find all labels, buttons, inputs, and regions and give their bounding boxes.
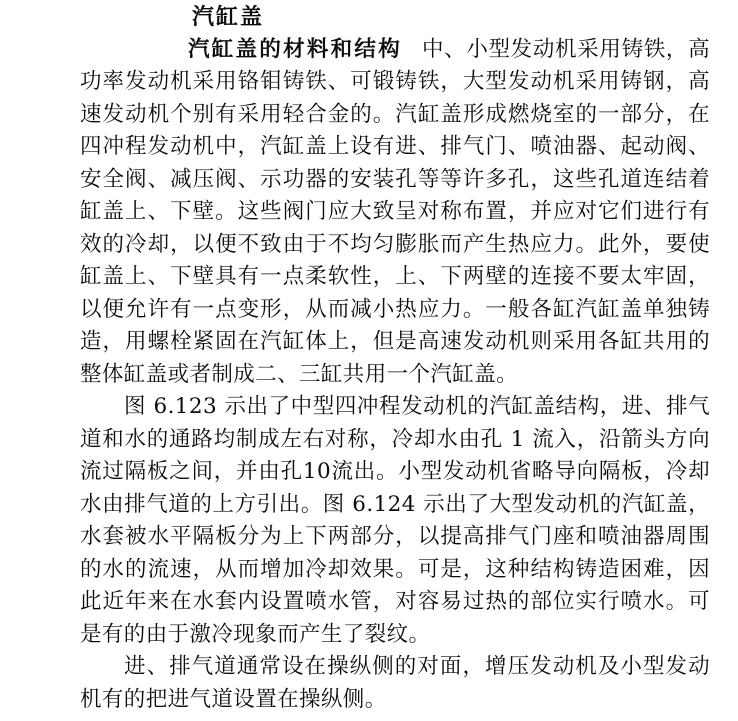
run-in-heading: 汽缸盖的材料和结构: [188, 36, 402, 62]
paragraph-figure-description: 图 6.123 示出了中型四冲程发动机的汽缸盖结构，进、排气道和水的通路均制成左右对称，冷却水由孔 1 流入，沿箭头方向流过隔板之间，并由孔10流出。小型发动机省略导向隔板，冷却水由排气道的上方引出。图 6.124 示出了大型发动机的汽缸盖，水套被水平隔板分为上下两部分，以提高排气门座和喷油器周围的水的流速，从而增加冷却效果。可是，这种结构铸造困难，因此近年来在水套内设置喷水管，对容易过热的部位实行喷水。可是有的由于激冷现象而产生了裂纹。: [80, 394, 710, 647]
text-block: [80, 1, 710, 716]
paragraph-intake-exhaust: 进、排气道通常设在操纵侧的对面，增压发动机及小型发动机有的把进气道设置在操纵侧。: [80, 654, 710, 712]
paragraph-text: 中、小型发动机采用铸铁，高功率发动机采用铬钼铸铁、可锻铸铁，大型发动机采用铸钢，高速发动机个别有采用轻合金的。汽缸盖形成燃烧室的一部分，在四冲程发动机中，汽缸盖上设有进、排气门、喷油器、起动阀、安全阀、减压阀、示功器的安装孔等等许多孔，这些孔道连结着缸盖上、下壁。这些阀门应大致呈对称布置，并应对它们进行有效的冷却，以便不致由于不均匀膨胀而产生热应力。此外，要使缸盖上、下壁具有一点柔软性，上、下两壁的连接不要太牢固，以便允许有一点变形，从而减小热应力。一般各缸汽缸盖单独铸造，用螺栓紧固在汽缸体上，但是高速发动机则采用各缸共用的整体缸盖或者制成二、三缸共用一个汽缸盖。: [80, 36, 710, 387]
paragraph-materials-structure: [80, 34, 710, 392]
page-title: 汽缸盖: [192, 4, 265, 30]
